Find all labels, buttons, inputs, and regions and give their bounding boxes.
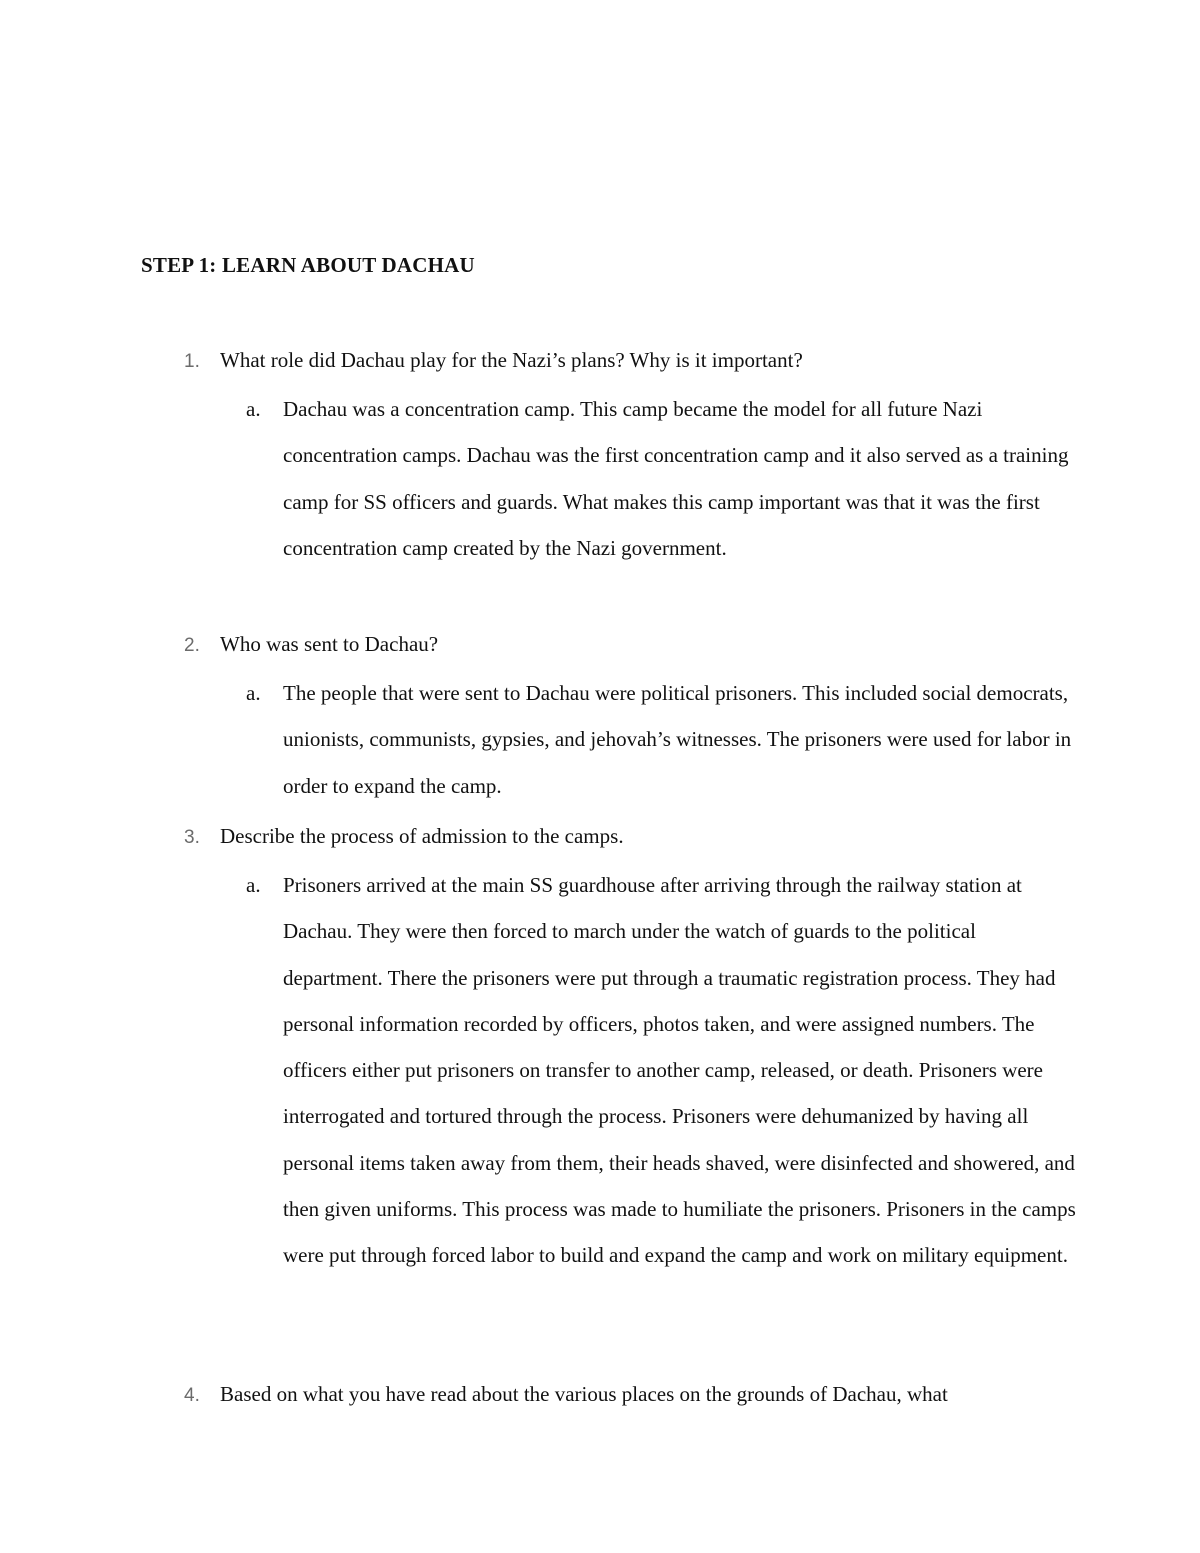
answer-1 <box>246 386 1076 571</box>
answer-letter: a. <box>246 681 261 705</box>
question-3 <box>184 822 624 852</box>
question-4 <box>184 1380 948 1410</box>
question-text: Describe the process of admission to the camps. <box>220 824 624 848</box>
question-text: What role did Dachau play for the Nazi’s plans? Why is it important? <box>220 348 803 372</box>
answer-letter: a. <box>246 873 261 897</box>
question-text: Who was sent to Dachau? <box>220 632 439 656</box>
question-1 <box>184 346 803 376</box>
question-number: 2. <box>184 635 200 656</box>
answer-text: The people that were sent to Dachau were political prisoners. This included social democrats, unionists, communists, gypsies, and jehovah’s witnesses. The prisoners were used for labor in order to expand the camp. <box>283 681 1072 798</box>
question-number: 3. <box>184 827 200 848</box>
answer-text: Dachau was a concentration camp. This camp became the model for all future Nazi concentration camps. Dachau was the first concentration camp and it also served as a training camp for SS officers and guards. What makes this camp important was that it was the first concentration camp created by the Nazi government. <box>283 397 1069 560</box>
answer-letter: a. <box>246 397 261 421</box>
answer-2 <box>246 670 1076 809</box>
question-2 <box>184 630 438 660</box>
question-number: 4. <box>184 1385 200 1406</box>
question-number: 1. <box>184 351 200 372</box>
answer-3 <box>246 862 1076 1279</box>
answer-text: Prisoners arrived at the main SS guardhouse after arriving through the railway station at Dachau. They were then forced to march under the watch of guards to the political department. There the prisoners were put through a traumatic registration process. They had personal information recorded by officers, photos taken, and were assigned numbers. The officers either put prisoners on transfer to another camp, released, or death. Prisoners were interrogated and tortured through the process. Prisoners were dehumanized by having all personal items taken away from them, their heads shaved, were disinfected and showered, and then given uniforms. This process was made to humiliate the prisoners. Prisoners in the camps were put through forced labor to build and expand the camp and work on military equipment. <box>283 873 1076 1268</box>
page-title: STEP 1: LEARN ABOUT DACHAU <box>141 253 475 277</box>
question-text: Based on what you have read about the various places on the grounds of Dachau, what <box>220 1382 948 1406</box>
